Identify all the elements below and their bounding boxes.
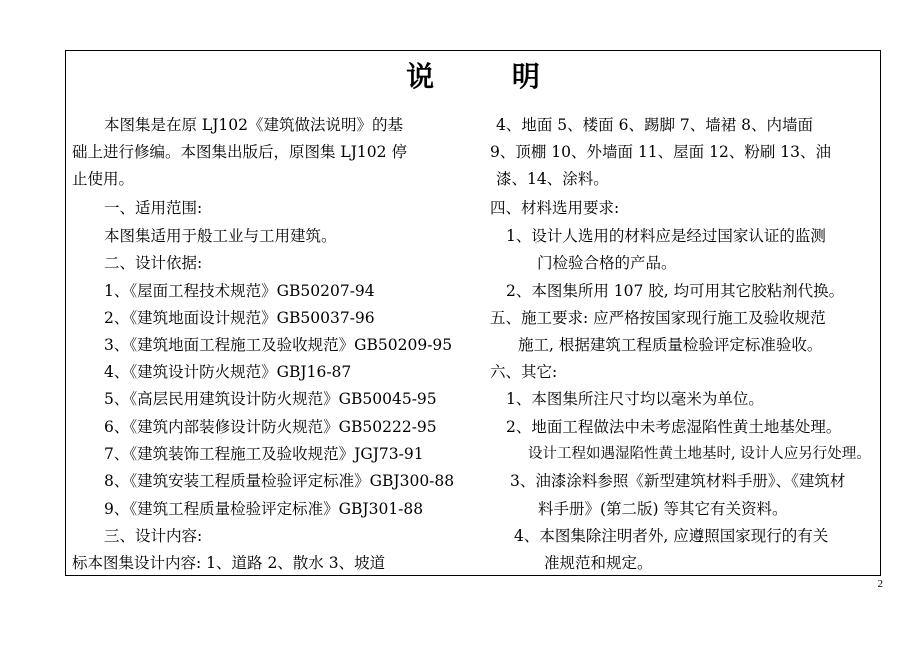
left-line: 8、《建筑安装工程质量检验评定标准》GBJ300-88 — [104, 472, 455, 490]
right-line: 五、施工要求: 应严格按国家现行施工及验收规范 — [490, 309, 826, 327]
right-line: 1、本图集所注尺寸均以毫米为单位。 — [506, 390, 764, 408]
left-line: 7、《建筑装饰工程施工及验收规范》JGJ73-91 — [104, 445, 424, 463]
left-line: 1、《屋面工程技术规范》GB50207-94 — [104, 282, 375, 300]
right-line: 料手册》(第二版) 等其它有关资料。 — [538, 500, 788, 518]
left-line: 础上进行修编。本图集出版后，原图集 LJ102 停 — [72, 143, 407, 161]
right-line: 9、顶棚 10、外墙面 11、屋面 12、粉刷 13、油 — [490, 143, 831, 161]
right-line: 设计工程如遇湿陷性黄土地基时, 设计人应另行处理。 — [528, 446, 871, 462]
left-line: 5、《高层民用建筑设计防火规范》GB50045-95 — [104, 390, 437, 408]
left-line: 3、《建筑地面工程施工及验收规范》GB50209-95 — [104, 336, 453, 354]
right-line: 门检验合格的产品。 — [537, 254, 677, 272]
left-line: 6、《建筑内部装修设计防火规范》GB50222-95 — [104, 418, 437, 436]
right-line: 2、地面工程做法中未考虑湿陷性黄土地基处理。 — [506, 418, 842, 436]
right-line: 3、油漆涂料参照《新型建筑材料手册》、《建筑材 — [510, 472, 846, 490]
right-line: 准规范和规定。 — [544, 554, 653, 572]
right-line: 2、本图集所用 107 胶, 均可用其它胶粘剂代换。 — [506, 282, 845, 300]
left-line: 二、设计依据: — [104, 254, 203, 272]
left-line: 三、设计内容: — [104, 527, 203, 545]
left-line: 一、适用范围: — [104, 199, 203, 217]
right-line: 四、材料选用要求: — [490, 199, 620, 217]
right-line: 施工, 根据建筑工程质量检验评定标准验收。 — [518, 336, 823, 354]
left-line: 标本图集设计内容: 1、道路 2、散水 3、坡道 — [72, 554, 386, 572]
right-line: 4、本图集除注明者外, 应遵照国家现行的有关 — [514, 527, 829, 545]
left-line: 2、《建筑地面设计规范》GB50037-96 — [104, 309, 375, 327]
right-line: 1、设计人选用的材料应是经过国家认证的监测 — [506, 227, 826, 245]
left-line: 4、《建筑设计防火规范》GBJ16-87 — [104, 363, 352, 381]
left-line: 本图集适用于般工业与工用建筑。 — [104, 227, 337, 245]
page-title: 说 明 — [406, 60, 574, 93]
right-line: 漆、14、涂料。 — [496, 170, 609, 188]
left-line: 本图集是在原 LJ102《建筑做法说明》的基 — [104, 116, 404, 134]
left-line: 9、《建筑工程质量检验评定标准》GBJ301-88 — [104, 500, 424, 518]
right-line: 六、其它: — [490, 363, 558, 381]
left-line: 止使用。 — [72, 170, 135, 188]
right-line: 4、地面 5、楼面 6、踢脚 7、墙裙 8、内墙面 — [496, 116, 814, 134]
page-number: 2 — [877, 578, 883, 590]
